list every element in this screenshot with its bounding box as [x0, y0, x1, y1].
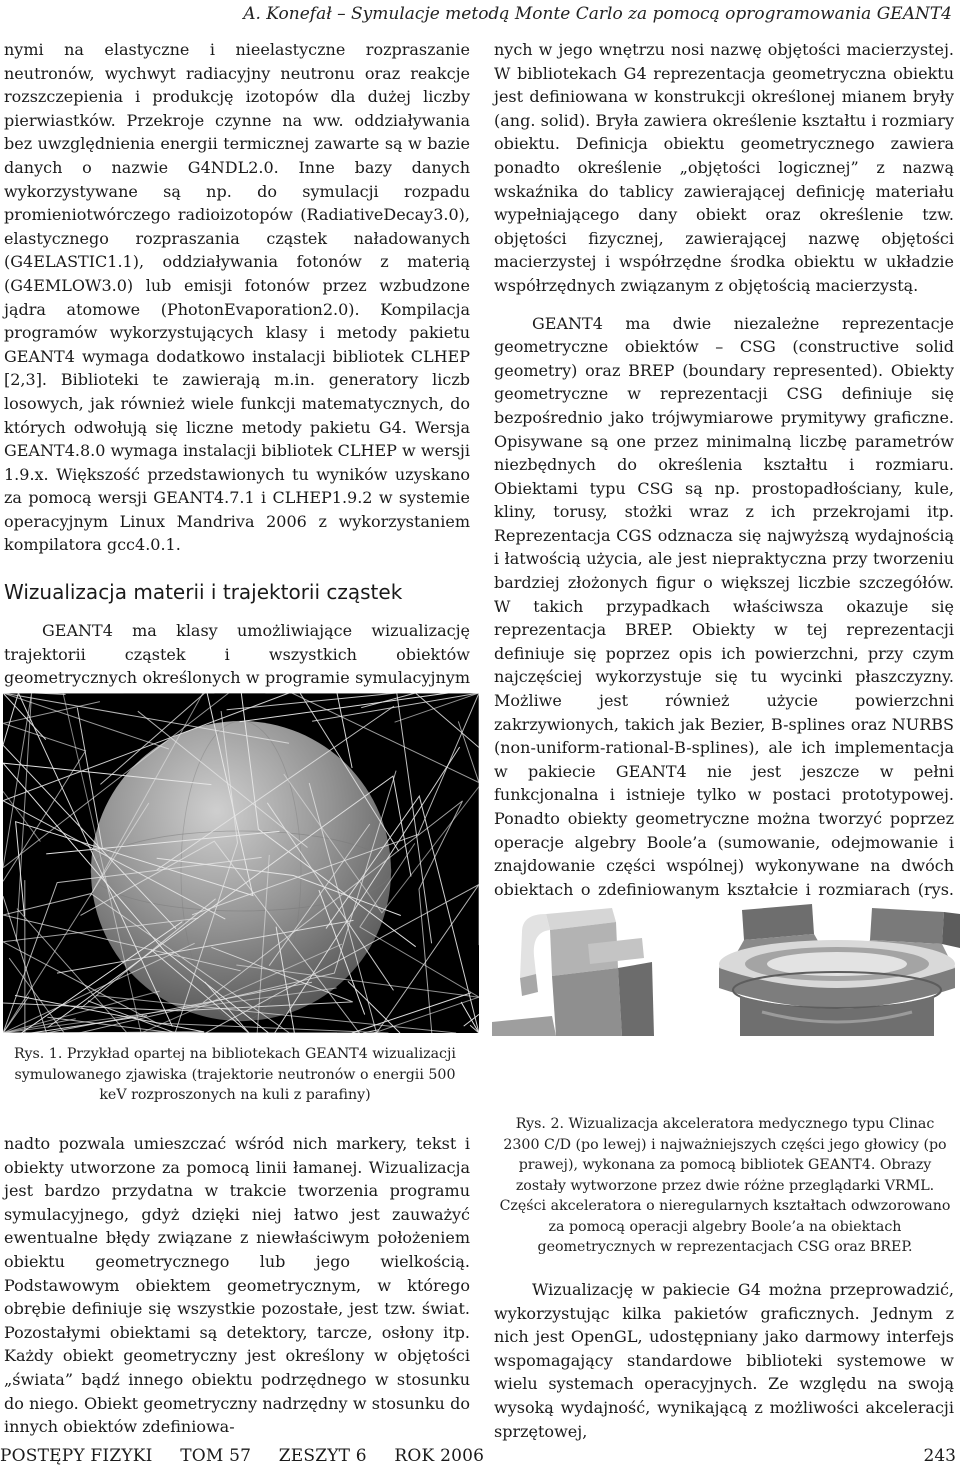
accelerator-head-parts-render	[719, 904, 960, 1036]
right-paragraph-3: Wizualizację w pakiecie G4 można przeprowadzić, wykorzystując kilka pakietów graficznych. Jednym z nich jest OpenGL, udostępniany jako darmowy interfejs wspomagający standardowe biblioteki systemowe w wielu systemach operacyjnych. Ze względu na swoją wysoką wydajność, wynikającą z możliwości akceleracji sprzętowej,	[494, 1280, 954, 1441]
left-column-top	[4, 38, 470, 713]
figure-2-caption: Rys. 2. Wizualizacja akceleratora medycznego typu Clinac 2300 C/D (po lewej) i najważniejszych części jego głowicy (po prawej), wykonana za pomocą bibliotek GEANT4. Obrazy zostały wytworzone przez dwie różne przeglądarki VRML. Części akceleratora o nieregularnych kształtach odwzorowano za pomocą operacji algebry Boole’a na obiektach geometrycznych w reprezentacjach CSG oraz BREP.	[499, 1116, 951, 1255]
figure-2-image	[492, 904, 960, 1036]
journal-info	[0, 1446, 506, 1466]
journal-issue: ZESZYT 6	[278, 1446, 367, 1466]
running-head: A. Konefał – Symulacje metodą Monte Carlo za pomocą oprogramowania GEANT4	[243, 4, 952, 24]
right-column-top	[494, 38, 954, 925]
left-paragraph-3: nadto pozwala umieszczać wśród nich markery, tekst i obiekty utworzone za pomocą linii łamanej. Wizualizacja jest bardzo przydatna w trakcie tworzenia programu symulacyjnego, gdyż dzięki niej łatwo jest zauważyć ewentualne błędy związane z niewłaściwym położeniem obiektu geometrycznego lub jego wielkością. Podstawowym obiektem geometrycznym, w którego obrębie definiuje się wszystkie pozostałe, jest tzw. świat. Pozostałymi obiektami są detektory, tarcze, osłony itp. Każdy obiekt geometryczny jest określony w objętości „świata” bądź innego obiektu podrzędnego w stosunku do niego. Obiekt geometryczny nadrzędny w stosunku do innych obiektów zdefiniowa-	[4, 1134, 470, 1437]
figure-1-visualization	[3, 693, 479, 1033]
left-paragraph-1: nymi na elastyczne i nieelastyczne rozpraszanie neutronów, wychwyt radiacyjny neutronu oraz reakcje rozszczepienia i produkcję izotopów dla dużej liczby pierwiastków. Przekroje czynne na ww. oddziaływania bez uwzględnienia energii termicznej zawarte są w bazie danych o nazwie G4NDL2.0. Inne bazy danych wykorzystywane są np. do symulacji rozpadu promieniotwórczego radioizotopów (RadiativeDecay3.0), elastycznego rozpraszania cząstek naładowanych (G4ELASTIC1.1), oddziaływania fotonów z materią (G4EMLOW3.0) lub emisji fotonów przez wzbudzone jądra atomowe (PhotonEvaporation2.0). Kompilacja programów wykorzystujących klasy i metody pakietu GEANT4 wymaga dodatkowo instalacji bibliotek CLHEP [2,3]. Biblioteki te zawierają m.in. generatory liczb losowych, jak również wiele funkcji matematycznych, do których odwołują się liczne metody pakietu G4. Wersja GEANT4.8.0 wymaga instalacji bibliotek CLHEP w wersji 1.9.x. Większość przedstawionych tu wyników uzyskano za pomocą wersji GEANT4.7.1 i CLHEP1.9.2 w systemie operacyjnym Linux Mandriva 2006 z wykorzystaniem kompilatora gcc4.0.1.	[4, 40, 470, 555]
page-footer	[0, 1446, 960, 1472]
figure-1-caption: Rys. 1. Przykład opartej na bibliotekach GEANT4 wizualizacji symulowanego zjawiska (trajektorie neutronów o energii 500 keV rozproszonych na kuli z parafiny)	[14, 1046, 456, 1103]
left-column-bottom	[4, 1132, 470, 1439]
section-heading: Wizualizacja materii i trajektorii cząstek	[4, 580, 403, 605]
clinac-accelerator-render	[492, 908, 654, 1036]
right-paragraph-2: GEANT4 ma dwie niezależne reprezentacje geometryczne obiektów – CSG (constructive solid geometry) oraz BREP (boundary represented). Obiekty geometryczne w reprezentacji CSG definiuje się bezpośrednio jako trójwymiarowe prymitywy graficzne. Opisywane są one przez minimalną liczbę parametrów niezbędnych do określenia kształtu i rozmiaru. Obiektami typu CSG są np. prostopadłościany, kule, kliny, torusy, stożki wraz z ich przekrojami itp. Reprezentacja CGS odznacza się najwyższą wydajnością i łatwością użycia, ale jest niepraktyczna przy tworzeniu bardziej złożonych figur o większej liczbie szczegółów. W takich przypadkach właściwsza okazuje się reprezentacja BREP. Obiekty w tej reprezentacji definiuje się poprzez opis ich powierzchni, przy czym najczęściej wykorzystuje się tu wycinki płaszczyzny. Możliwe jest również użycie powierzchni zakrzywionych, takich jak Bezier, B-splines oraz NURBS (non-uniform-rational-B-splines), ale ich implementacja w pakiecie GEANT4 nie jest jeszcze w pełni funkcjonalna i istnieje tylko w postaci prototypowej. Ponadto obiekty geometryczne można tworzyć poprzez operacje algebry Boole’a (sumowanie, odejmowanie i znajdowanie części wspólnej) wykonywane na dwóch obiektach o zdefiniowanym kształcie i rozmiarach (rys.	[494, 313, 954, 899]
figure-2-visualization	[492, 904, 960, 1036]
left-paragraph-2: GEANT4 ma klasy umożliwiające wizualizację trajektorii cząstek i wszystkich obiektów geometrycznych określonych w programie symulacyjnym	[4, 621, 470, 688]
journal-year: ROK 2006	[394, 1446, 485, 1466]
journal-name: POSTĘPY FIZYKI	[0, 1446, 153, 1466]
journal-volume: TOM 57	[180, 1446, 252, 1466]
figure-1-image	[3, 693, 479, 1033]
page-number: 243	[923, 1446, 956, 1466]
right-paragraph-1: nych w jego wnętrzu nosi nazwę objętości macierzystej. W bibliotekach G4 reprezentacja geometryczna obiektu jest definiowana w konstrukcji określonej mianem bryły (ang. solid). Bryła zawiera określenie kształtu i rozmiary obiektu. Definicja obiektu geometrycznego zawiera ponadto określenie „objętości logicznej” z nazwą wskaźnika do tablicy zawierającej definicję materiału wypełniającego dany obiekt oraz określenie tzw. objętości fizycznej, zawierającej nazwę objętości macierzystej i współrzędne środka obiektu w układzie współrzędnych związanym z objętością macierzystą.	[494, 40, 954, 295]
right-column-bottom	[494, 1278, 954, 1443]
